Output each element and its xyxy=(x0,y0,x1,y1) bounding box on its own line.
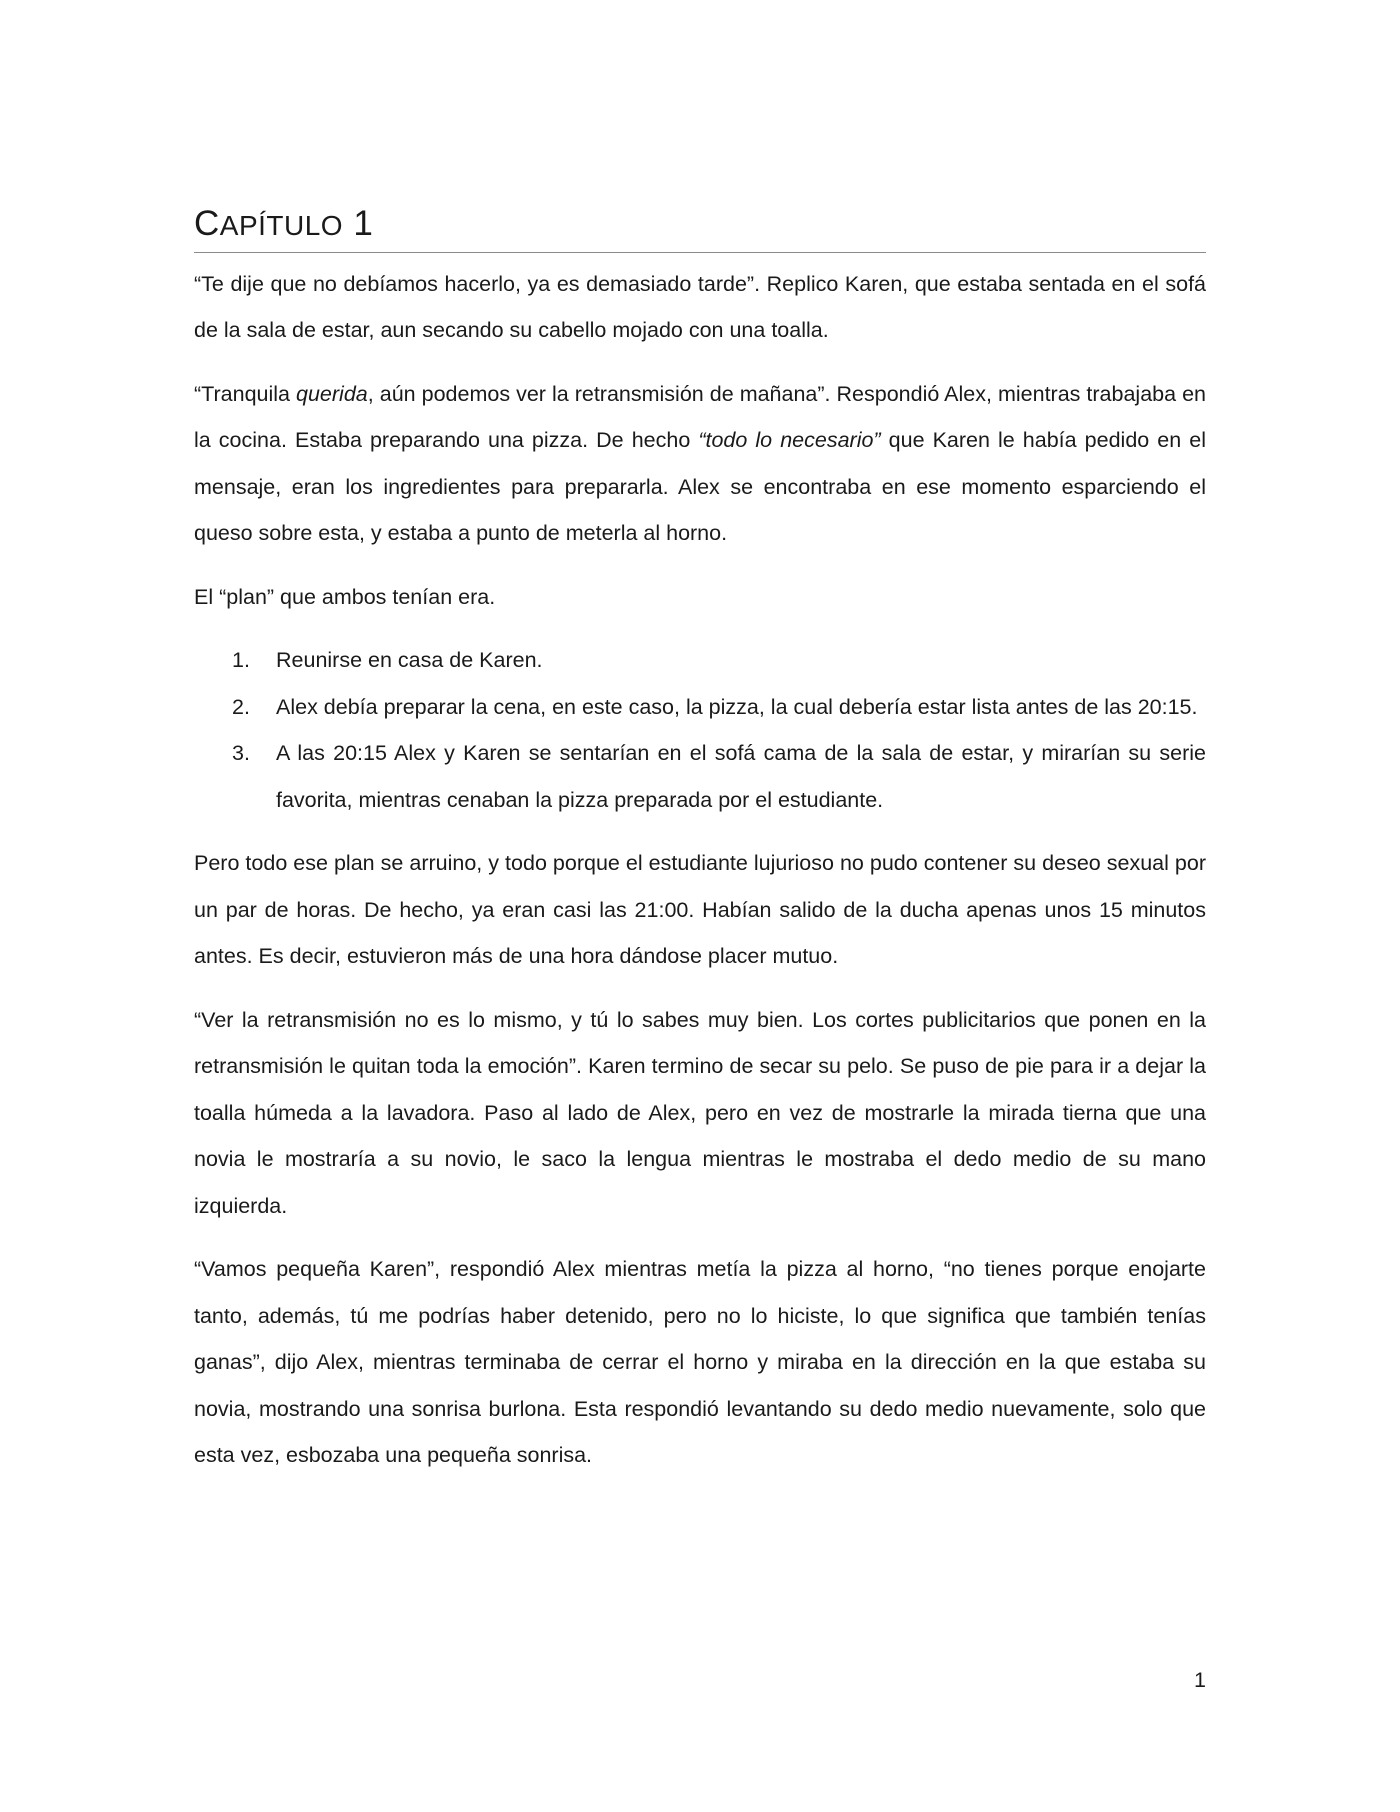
page-number: 1 xyxy=(1194,1668,1206,1692)
chapter-heading-word: APÍTULO xyxy=(219,210,344,241)
paragraph-2-emphasis-querida: querida xyxy=(296,381,368,406)
paragraph-2-part-a: “Tranquila xyxy=(194,381,297,406)
list-item-number: 2. xyxy=(232,694,250,719)
paragraph-1: “Te dije que no debíamos hacerlo, ya es demasiado tarde”. Replico Karen, que estaba sentada en el sofá de la sala de estar, aun secando su cabello mojado con una toalla. xyxy=(194,271,1206,342)
chapter-number: 1 xyxy=(353,204,374,243)
paragraph-2 xyxy=(194,371,1206,557)
list-item-number: 3. xyxy=(232,741,250,765)
list-item xyxy=(194,684,1206,731)
paragraph-6: “Vamos pequeña Karen”, respondió Alex mientras metía la pizza al horno, “no tienes porque enojarte tanto, además, tú me podrías haber detenido, pero no lo hiciste, lo que significa que también tenías ganas”, dijo Alex, mientras terminaba de cerrar el horno y miraba en la dirección en la que estaba su novia, mostrando una sonrisa burlona. Esta respondió levantando su dedo medio nuevamente, solo que esta vez, esbozaba una pequeña sonrisa. xyxy=(194,1257,1206,1467)
list-item xyxy=(194,730,1206,823)
paragraph-2-emphasis-todo: “todo lo necesario” xyxy=(698,428,881,452)
paragraph-4: Pero todo ese plan se arruino, y todo porque el estudiante lujurioso no pudo contener su deseo sexual por un par de horas. De hecho, ya eran casi las 21:00. Habían salido de la ducha apenas unos 15 minutos antes. Es decir, estuvieron más de una hora dándose placer mutuo. xyxy=(194,851,1206,968)
plan-list xyxy=(194,637,1206,823)
list-item-text: Alex debía preparar la cena, en este caso, la pizza, la cual debería estar lista antes de las 20:15. xyxy=(276,694,1198,719)
list-item-number: 1. xyxy=(232,648,250,672)
list-item-text: A las 20:15 Alex y Karen se sentarían en el sofá cama de la sala de estar, y mirarían su serie favorita, mientras cenaban la pizza preparada por el estudiante. xyxy=(276,741,1206,812)
paragraph-3: El “plan” que ambos tenían era. xyxy=(194,584,496,609)
paragraph-2-part-c: que Karen le había pedido en el mensaje, eran los ingredientes para prepararla. Alex se encontraba en ese momento esparciendo el queso sobre esta, y estaba a punto de meterla al horno. xyxy=(194,428,1206,545)
chapter-heading xyxy=(194,205,1206,253)
page-content xyxy=(194,205,1206,1479)
chapter-heading-initial: C xyxy=(194,204,220,243)
paragraph-2-part-b: , aún podemos ver la retransmisión de mañana”. Respondió Alex, mientras trabajaba en la cocina. Estaba preparando una pizza. De hecho xyxy=(194,381,1207,452)
list-item-text: Reunirse en casa de Karen. xyxy=(276,648,543,672)
list-item xyxy=(194,637,1206,684)
paragraph-5: “Ver la retransmisión no es lo mismo, y tú lo sabes muy bien. Los cortes publicitarios que ponen en la retransmisión le quitan toda la emoción”. Karen termino de secar su pelo. Se puso de pie para ir a dejar la toalla húmeda a la lavadora. Paso al lado de Alex, pero en vez de mostrarle la mirada tierna que una novia le mostraría a su novio, le saco la lengua mientras le mostraba el dedo medio de su mano izquierda. xyxy=(194,1007,1206,1218)
